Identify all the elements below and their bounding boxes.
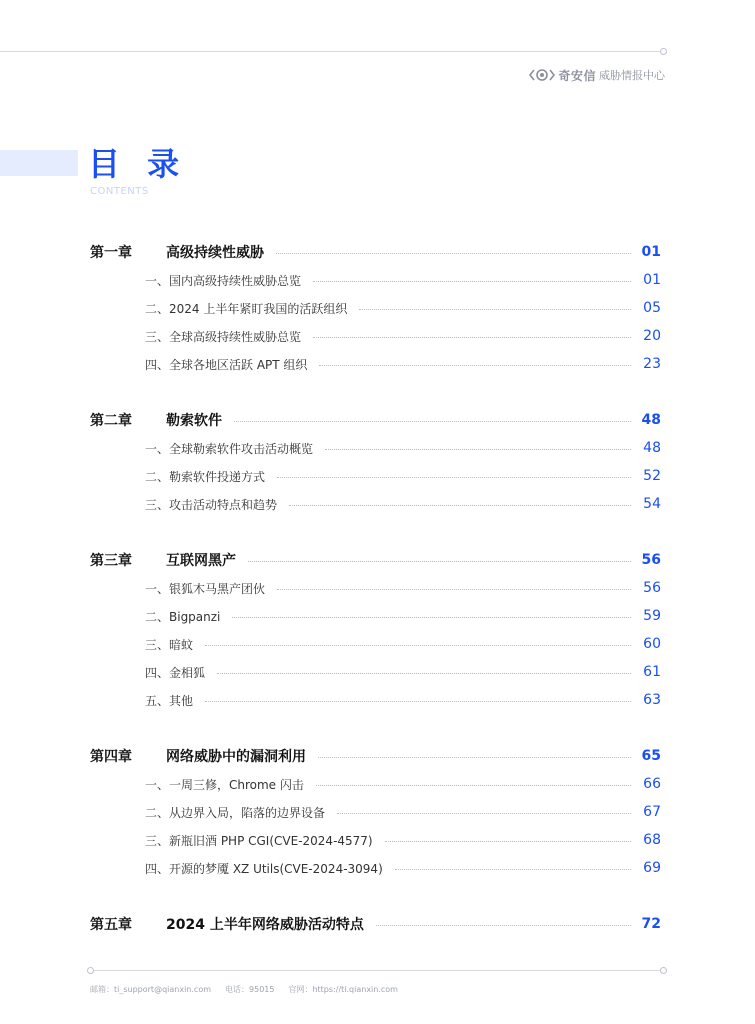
- table-of-contents: [90, 238, 661, 938]
- toc-section-entry[interactable]: [90, 854, 661, 882]
- header-rule-dot: [660, 48, 667, 55]
- footer-rule-dot-left: [87, 967, 94, 974]
- toc-entry-title: 二、Bigpanzi: [145, 609, 221, 624]
- toc-dot-leader: [376, 925, 631, 926]
- toc-chapter-entry[interactable]: [90, 406, 661, 434]
- toc-entry-title: 一、国内高级持续性威胁总览: [145, 273, 302, 288]
- toc-chapter-entry[interactable]: [90, 910, 661, 938]
- toc-dot-leader: [205, 645, 631, 646]
- toc-entry-title: 三、暗蚊: [145, 637, 194, 652]
- toc-chapter-number: 第五章: [90, 917, 132, 933]
- toc-entry-title: 一、一周三修，Chrome 闪击: [145, 777, 304, 792]
- toc-dot-leader: [217, 673, 631, 674]
- toc-entry-title: 高级持续性威胁: [166, 245, 264, 261]
- toc-page-number: 48: [643, 440, 661, 456]
- toc-dot-leader: [232, 617, 631, 618]
- toc-entry-title: 一、银狐木马黑产团伙: [145, 581, 266, 596]
- toc-dot-leader: [248, 561, 631, 562]
- toc-section-entry[interactable]: [90, 770, 661, 798]
- toc-chapter-number: 第二章: [90, 413, 132, 429]
- toc-section-entry[interactable]: [90, 630, 661, 658]
- footer-rule-dot-right: [660, 967, 667, 974]
- toc-page-number: 05: [643, 300, 661, 316]
- toc-entry-title: 勒索软件: [166, 413, 222, 429]
- toc-section-entry[interactable]: [90, 658, 661, 686]
- header-rule: [0, 51, 663, 52]
- toc-page-number: 66: [643, 776, 661, 792]
- toc-entry-title: 2024 上半年网络威胁活动特点: [166, 917, 364, 933]
- toc-chapter-entry[interactable]: [90, 742, 661, 770]
- toc-chapter-entry[interactable]: [90, 546, 661, 574]
- toc-dot-leader: [337, 813, 631, 814]
- toc-section-entry[interactable]: [90, 490, 661, 518]
- toc-entry-title: 四、全球各地区活跃 APT 组织: [145, 357, 308, 372]
- toc-section-entry[interactable]: [90, 294, 661, 322]
- footer-rule: [90, 970, 663, 971]
- toc-dot-leader: [234, 421, 631, 422]
- toc-entry-title: 二、从边界入局，陷落的边界设备: [145, 805, 326, 820]
- toc-chapter-number: 第一章: [90, 245, 132, 261]
- toc-section-entry[interactable]: [90, 322, 661, 350]
- toc-entry-title: 三、新瓶旧酒 PHP CGI(CVE-2024-4577): [145, 833, 373, 848]
- toc-page-number: 56: [643, 580, 661, 596]
- toc-entry-title: 网络威胁中的漏洞利用: [166, 749, 306, 765]
- brand-name: 奇安信: [558, 68, 596, 83]
- toc-chapter-number: 第四章: [90, 749, 132, 765]
- toc-section-entry[interactable]: [90, 434, 661, 462]
- toc-page-number: 48: [641, 412, 661, 428]
- toc-page-number: 68: [643, 832, 661, 848]
- toc-page-number: 65: [641, 748, 661, 764]
- toc-dot-leader: [318, 757, 631, 758]
- brand: [529, 66, 665, 84]
- toc-dot-leader: [289, 505, 631, 506]
- toc-dot-leader: [395, 869, 631, 870]
- toc-dot-leader: [359, 309, 631, 310]
- toc-page-number: 63: [643, 692, 661, 708]
- toc-section-entry[interactable]: [90, 686, 661, 714]
- toc-page-number: 72: [641, 916, 661, 932]
- toc-entry-title: 三、攻击活动特点和趋势: [145, 497, 278, 512]
- toc-dot-leader: [325, 449, 631, 450]
- page-subtitle: CONTENTS: [90, 186, 149, 197]
- toc-entry-title: 二、2024 上半年紧盯我国的活跃组织: [145, 301, 348, 316]
- toc-page-number: 69: [643, 860, 661, 876]
- toc-spacer: [90, 378, 661, 406]
- toc-page-number: 52: [643, 468, 661, 484]
- toc-section-entry[interactable]: [90, 350, 661, 378]
- toc-spacer: [90, 714, 661, 742]
- toc-page-number: 67: [643, 804, 661, 820]
- toc-page-number: 60: [643, 636, 661, 652]
- footer-site: 官网：https://ti.qianxin.com: [288, 985, 398, 994]
- toc-section-entry[interactable]: [90, 266, 661, 294]
- toc-entry-title: 五、其他: [145, 693, 194, 708]
- page-title: 目 录: [88, 145, 188, 183]
- toc-entry-title: 二、勒索软件投递方式: [145, 469, 266, 484]
- footer-email: 邮箱：ti_support@qianxin.com: [90, 985, 212, 994]
- toc-dot-leader: [313, 337, 631, 338]
- toc-chapter-entry[interactable]: [90, 238, 661, 266]
- toc-section-entry[interactable]: [90, 798, 661, 826]
- qianxin-logo-icon: [529, 68, 555, 82]
- toc-entry-title: 三、全球高级持续性威胁总览: [145, 329, 302, 344]
- footer-phone: 电话：95015: [225, 985, 275, 994]
- toc-chapter-number: 第三章: [90, 553, 132, 569]
- toc-page-number: 59: [643, 608, 661, 624]
- brand-subtitle: 威胁情报中心: [599, 69, 665, 82]
- toc-entry-title: 四、开源的梦魇 XZ Utils(CVE-2024-3094): [145, 861, 383, 876]
- toc-section-entry[interactable]: [90, 574, 661, 602]
- toc-page-number: 61: [643, 664, 661, 680]
- toc-spacer: [90, 518, 661, 546]
- toc-section-entry[interactable]: [90, 462, 661, 490]
- toc-dot-leader: [277, 589, 631, 590]
- toc-page-number: 54: [643, 496, 661, 512]
- toc-spacer: [90, 882, 661, 910]
- toc-section-entry[interactable]: [90, 602, 661, 630]
- toc-page-number: 23: [643, 356, 661, 372]
- toc-page-number: 20: [643, 328, 661, 344]
- toc-dot-leader: [276, 253, 631, 254]
- footer: [90, 984, 398, 995]
- toc-page-number: 01: [641, 244, 661, 260]
- toc-dot-leader: [319, 365, 631, 366]
- toc-page-number: 01: [643, 272, 661, 288]
- toc-dot-leader: [205, 701, 631, 702]
- toc-dot-leader: [316, 785, 631, 786]
- toc-section-entry[interactable]: [90, 826, 661, 854]
- toc-page-number: 56: [641, 552, 661, 568]
- toc-entry-title: 互联网黑产: [166, 553, 236, 569]
- toc-entry-title: 四、金相狐: [145, 665, 206, 680]
- toc-entry-title: 一、全球勒索软件攻击活动概览: [145, 441, 314, 456]
- toc-dot-leader: [313, 281, 631, 282]
- toc-dot-leader: [277, 477, 631, 478]
- title-accent-bar: [0, 150, 78, 176]
- toc-dot-leader: [385, 841, 631, 842]
